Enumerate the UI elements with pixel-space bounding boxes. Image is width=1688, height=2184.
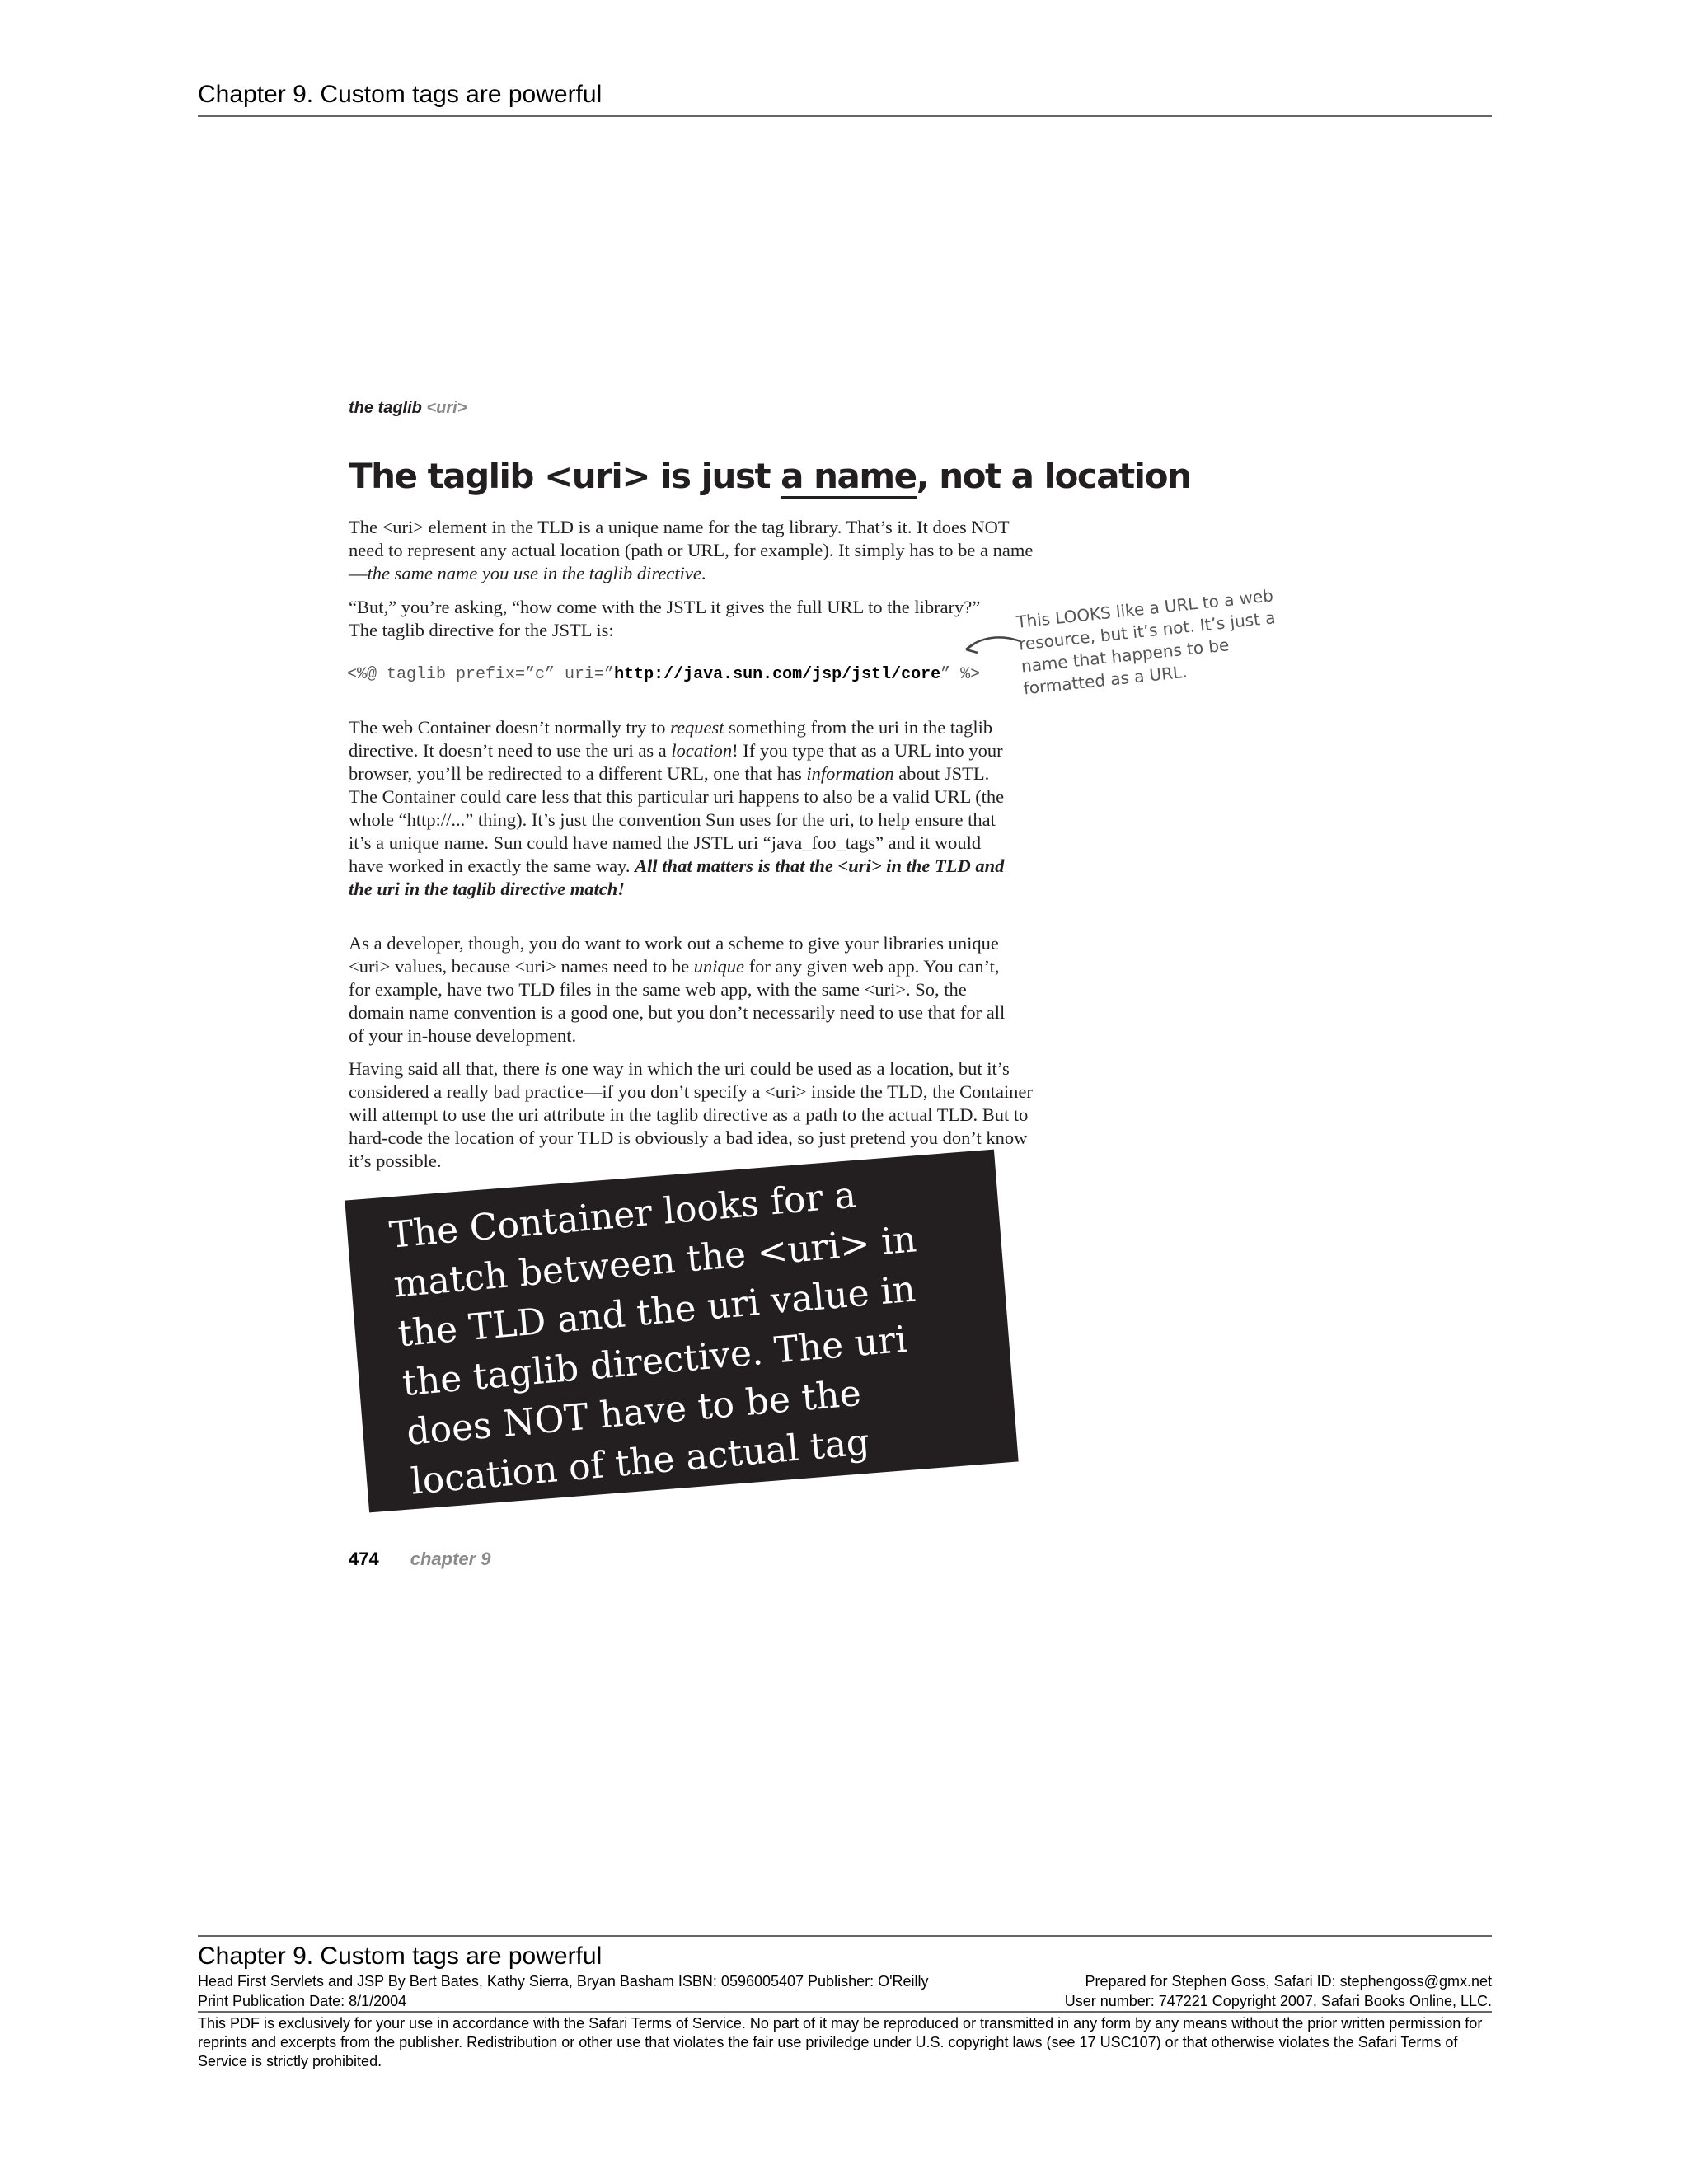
paragraph-3 bbox=[349, 716, 1008, 901]
callout-text: The Container looks for a match between the <uri> in the TLD and the uri value in the taglib directive. The uri does NOT have to be the location of the actual tag handler! bbox=[387, 1174, 918, 1553]
p3-em-information: information bbox=[806, 763, 894, 784]
paragraph-4 bbox=[349, 932, 1016, 1047]
code-taglib-directive bbox=[347, 665, 980, 684]
footer-legal-notice: This PDF is exclusively for your use in accordance with the Safari Terms of Service. No part of it may be reproduced or transmitted in any form by any means without the prior written permission for reprints and excerpts from the publisher. Redistribution or other use that violates the fair use priviledge under U.S. copyright laws (see 17 USC107) or that otherwise violates the Safari Terms of Service is strictly prohibited. bbox=[198, 2015, 1483, 2069]
code-uri: http://java.sun.com/jsp/jstl/core bbox=[614, 665, 941, 684]
title-underlined: a name bbox=[781, 456, 916, 499]
footer-row-2 bbox=[198, 1991, 1492, 2013]
p3-text-d: about JSTL. The Container could care less that this particular uri happens to also be a valid URL (the whole “http://...” thing). It’s just the convention Sun uses for the uri, to help ensure that it’s a unique name. Sun could have named the JSTL uri “java_foo_tags” and it would have worked in exactly the same way. bbox=[349, 763, 1005, 876]
p3-strong: All that matters is that the <uri> in the TLD and the uri in the taglib directive match! bbox=[349, 855, 1005, 899]
p1-end: . bbox=[701, 563, 706, 583]
running-head bbox=[349, 399, 467, 418]
running-head-suffix: <uri> bbox=[426, 399, 467, 417]
page-number: 474 bbox=[349, 1549, 379, 1569]
code-start: <%@ taglib prefix=”c” uri=” bbox=[347, 665, 615, 684]
footer-pub-date: Print Publication Date: 8/1/2004 bbox=[198, 1993, 407, 2009]
running-head-prefix: the taglib bbox=[349, 399, 422, 417]
article-title bbox=[349, 456, 1190, 496]
p1-emphasis: the same name you use in the taglib directive bbox=[367, 563, 701, 583]
p3-text-b: something from the uri in the taglib directive. It doesn’t need to use the uri as a bbox=[349, 717, 993, 761]
paragraph-1 bbox=[349, 516, 1037, 585]
paragraph-2: “But,” you’re asking, “how come with the JSTL it gives the full URL to the library?” The taglib directive for the JSTL is: bbox=[349, 597, 981, 640]
code-end: ” %> bbox=[940, 665, 981, 684]
page-header-chapter-title: Chapter 9. Custom tags are powerful bbox=[198, 81, 1492, 117]
p5-text-b: one way in which the uri could be used as a location, but it’s considered a really bad practice—if you don’t specify a <uri> inside the TLD, the Container will attempt to use the uri attribute in the taglib directive as a path to the actual TLD. But to hard-code the location of your TLD is obviously a bad idea, so just pretend you don’t know it’s possible. bbox=[349, 1058, 1033, 1171]
p4-text-b: for any given web app. You can’t, for example, have two TLD files in the same web app, with the same <uri>. So, the domain name convention is a good one, but you don’t necessarily need to use that for all of your in-house development. bbox=[349, 956, 1006, 1046]
p5-em-is: is bbox=[544, 1058, 557, 1079]
page-folio bbox=[349, 1549, 491, 1570]
p4-em-unique: unique bbox=[693, 956, 744, 977]
footer-chapter-title: Chapter 9. Custom tags are powerful bbox=[198, 1935, 1492, 1971]
page-footer bbox=[198, 1935, 1492, 2071]
footer-row-1 bbox=[198, 1971, 1492, 1991]
footer-book-info: Head First Servlets and JSP By Bert Bates, Kathy Sierra, Bryan Basham ISBN: 0596005407 Publisher: O'Reilly bbox=[198, 1973, 929, 1990]
footer-prepared-for: Prepared for Stephen Goss, Safari ID: stephengoss@gmx.net bbox=[1085, 1973, 1492, 1990]
folio-chapter: chapter 9 bbox=[410, 1549, 491, 1569]
p3-em-request: request bbox=[670, 717, 724, 738]
p3-em-location: location bbox=[671, 740, 733, 761]
p3-text-c: ! If you type that as a URL into your browser, you’ll be redirected to a different URL, one that has bbox=[349, 740, 1003, 784]
p3-text-a: The web Container doesn’t normally try to bbox=[349, 717, 671, 738]
title-part-2: , not a location bbox=[916, 456, 1191, 496]
title-part-1: The taglib <uri> is just bbox=[349, 456, 781, 496]
p1-text: The <uri> element in the TLD is a unique name for the tag library. That’s it. It does NOT need to represent any actual location (path or URL, for example). It simply has to be a name— bbox=[349, 517, 1034, 583]
handwritten-annotation: This LOOKS like a URL to a web resource, but it’s not. It’s just a name that happens to be formatted as a URL. bbox=[1015, 585, 1277, 699]
footer-user-number: User number: 747221 Copyright 2007, Safari Books Online, LLC. bbox=[1064, 1993, 1492, 2009]
p4-text-a: As a developer, though, you do want to work out a scheme to give your libraries unique <uri> values, because <uri> names need to be bbox=[349, 933, 999, 977]
p5-text-a: Having said all that, there bbox=[349, 1058, 545, 1079]
annotation-arrow-icon bbox=[956, 633, 1022, 666]
